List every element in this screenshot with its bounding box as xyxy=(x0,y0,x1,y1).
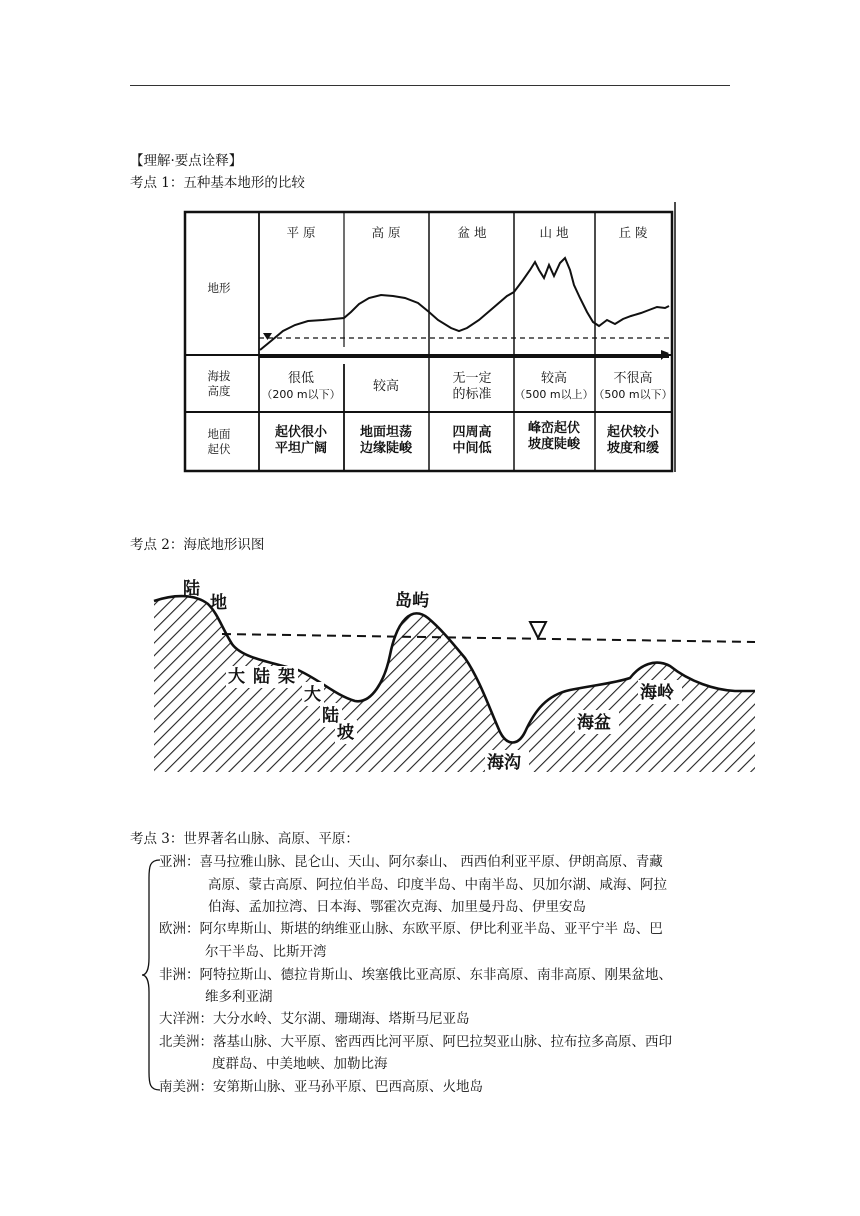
col-hills: 丘 陵 xyxy=(618,225,648,240)
basin-relief-2: 中间低 xyxy=(452,441,492,456)
mountain-elev-1: 较高 xyxy=(540,371,568,386)
col-basin: 盆 地 xyxy=(457,225,487,240)
hills-elev-2: （500 m以下） xyxy=(593,388,673,401)
row-label-elevation-2: 高度 xyxy=(207,384,231,398)
south-america-line: 南美洲：安第斯山脉、亚马孙平原、巴西高原、火地岛 xyxy=(159,1079,483,1095)
label-slope-2: 陆 xyxy=(322,706,339,726)
seabed-terrain-diagram xyxy=(150,570,765,795)
basin-elev-1: 无一定 xyxy=(452,371,492,386)
label-ridge: 海岭 xyxy=(640,683,674,703)
row-label-relief-2: 起伏 xyxy=(207,442,231,456)
label-island: 岛屿 xyxy=(395,591,429,611)
label-slope-3: 坡 xyxy=(337,723,354,743)
africa-line-2: 维多利亚湖 xyxy=(205,989,273,1005)
point1-title: 考点 1：五种基本地形的比较 xyxy=(130,175,305,191)
label-shelf-1: 大 xyxy=(228,667,245,687)
label-basin: 海盆 xyxy=(577,713,611,733)
col-mountain: 山 地 xyxy=(539,225,569,240)
europe-line-2: 尔干半岛、比斯开湾 xyxy=(205,944,327,960)
basin-relief-1: 四周高 xyxy=(452,425,492,440)
plain-relief-2: 平坦广阔 xyxy=(274,441,328,456)
label-land-2: 地 xyxy=(210,593,227,613)
header-rule xyxy=(130,85,730,86)
mountain-relief-2: 坡度陡峻 xyxy=(527,437,581,452)
hills-elev-1: 不很高 xyxy=(613,371,653,386)
asia-line-1: 亚洲：喜马拉雅山脉、昆仑山、天山、阿尔泰山、 西西伯利亚平原、伊朗高原、青藏 xyxy=(159,854,663,870)
label-shelf-3: 架 xyxy=(278,667,295,687)
landform-comparison-table xyxy=(183,200,683,480)
plain-elev-2: （200 m以下） xyxy=(261,388,341,401)
col-plateau: 高 原 xyxy=(371,225,401,240)
label-slope-1: 大 xyxy=(304,685,321,705)
mountain-relief-1: 峰峦起伏 xyxy=(527,421,581,436)
oceania-line: 大洋洲：大分水岭、艾尔湖、珊瑚海、塔斯马尼亚岛 xyxy=(159,1011,470,1027)
section-heading: 【理解·要点诠释】 xyxy=(130,153,243,169)
col-plain: 平 原 xyxy=(286,225,316,240)
plateau-relief-1: 地面坦荡 xyxy=(359,425,413,440)
africa-line-1: 非洲：阿特拉斯山、德拉肯斯山、埃塞俄比亚高原、东非高原、南非高原、刚果盆地、 xyxy=(159,967,672,983)
plain-elev-1: 很低 xyxy=(287,371,315,386)
label-trench: 海沟 xyxy=(487,753,521,773)
hills-relief-1: 起伏较小 xyxy=(606,425,660,440)
basin-elev-2: 的标准 xyxy=(452,387,492,402)
row-label-elevation-1: 海拔 xyxy=(207,369,231,383)
asia-line-3: 伯海、孟加拉湾、日本海、鄂霍次克海、加里曼丹岛、伊里安岛 xyxy=(208,899,586,915)
plateau-relief-2: 边缘陡峻 xyxy=(359,441,413,456)
plain-relief-1: 起伏很小 xyxy=(274,425,328,440)
hills-relief-2: 坡度和缓 xyxy=(606,441,660,456)
north-america-line-1: 北美洲：落基山脉、大平原、密西西比河平原、阿巴拉契亚山脉、拉布拉多高原、西印 xyxy=(159,1034,672,1050)
mountain-elev-2: （500 m以上） xyxy=(514,388,594,401)
europe-line-1: 欧洲：阿尔卑斯山、斯堪的纳维亚山脉、东欧平原、伊比利亚半岛、亚平宁半 岛、巴 xyxy=(159,921,663,937)
label-shelf-2: 陆 xyxy=(253,667,270,687)
point2-title: 考点 2：海底地形识图 xyxy=(130,537,265,553)
row-label-landform: 地形 xyxy=(207,281,231,295)
label-land-1: 陆 xyxy=(183,579,200,599)
plateau-elev-1: 较高 xyxy=(372,379,400,394)
asia-line-2: 高原、蒙古高原、阿拉伯半岛、印度半岛、中南半岛、贝加尔湖、咸海、阿拉 xyxy=(208,877,667,893)
point3-title: 考点 3：世界著名山脉、高原、平原： xyxy=(130,831,359,847)
row-label-relief-1: 地面 xyxy=(207,427,231,441)
north-america-line-2: 度群岛、中美地峡、加勒比海 xyxy=(212,1056,388,1072)
